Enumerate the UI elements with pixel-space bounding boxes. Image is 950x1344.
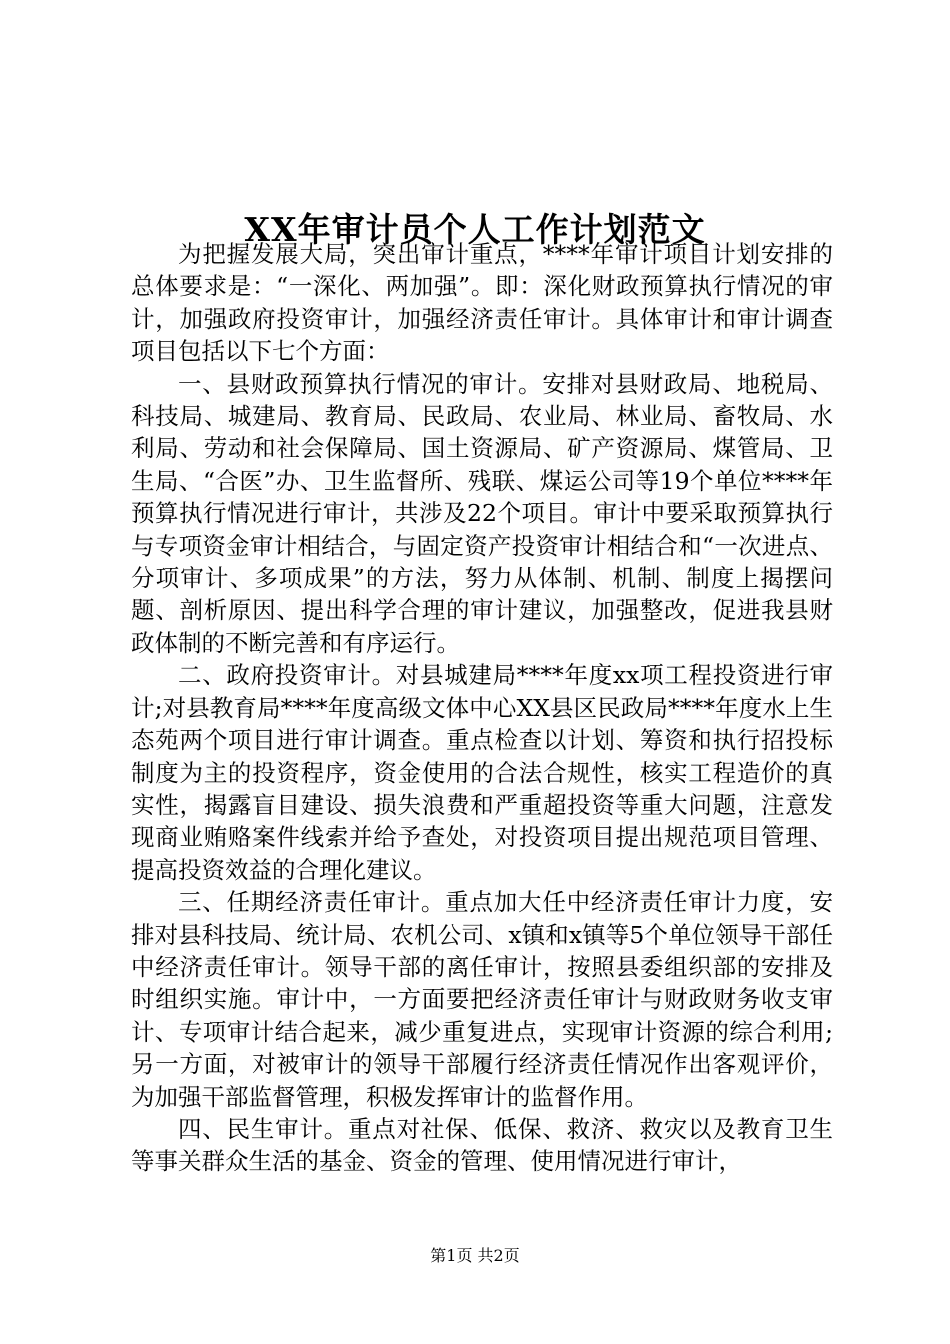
document-title: XX年审计员个人工作计划范文 bbox=[244, 210, 706, 250]
page-footer: 第1页 共2页 bbox=[430, 1246, 520, 1265]
paragraph-section-2: 二、政府投资审计。对县城建局****年度xx项工程投资进行审计;对县教育局****年度高级文体中心XX县区民政局****年度水上生态苑两个项目进行审计调查。重点检查以计划、筹资和执行招投标制度为主的投资程序，资金使用的合法合规性，核实工程造价的真实性，揭露盲目建设、损失浪费和严重超投资等重大问题，注意发现商业贿赂案件线索并给予查处，对投资项目提出规范项目管理、提高投资效益的合理化建议。 bbox=[131, 661, 833, 884]
paragraph-section-1: 一、县财政预算执行情况的审计。安排对县财政局、地税局、科技局、城建局、教育局、民政局、农业局、林业局、畜牧局、水利局、劳动和社会保障局、国土资源局、矿产资源局、煤管局、卫生局、“合医”办、卫生监督所、残联、煤运公司等19个单位****年预算执行情况进行审计，共涉及22个项目。审计中要采取预算执行与专项资金审计相结合，与固定资产投资审计相结合和“一次进点、分项审计、多项成果”的方法，努力从体制、机制、制度上揭摆问题、剖析原因、提出科学合理的审计建议，加强整改，促进我县财政体制的不断完善和有序运行。 bbox=[131, 369, 833, 657]
paragraph-section-3: 三、任期经济责任审计。重点加大任中经济责任审计力度，安排对县科技局、统计局、农机公司、x镇和x镇等5个单位领导干部任中经济责任审计。领导干部的离任审计，按照县委组织部的安排及时组织实施。审计中，一方面要把经济责任审计与财政财务收支审计、专项审计结合起来，减少重复进点，实现审计资源的综合利用;另一方面，对被审计的领导干部履行经济责任情况作出客观评价，为加强干部监督管理，积极发挥审计的监督作用。 bbox=[131, 888, 833, 1111]
paragraph-intro: 为把握发展大局，突出审计重点，****年审计项目计划安排的总体要求是：“一深化、两加强”。即：深化财政预算执行情况的审计，加强政府投资审计，加强经济责任审计。具体审计和审计调查项目包括以下七个方面： bbox=[131, 240, 833, 366]
document-body bbox=[131, 238, 833, 1178]
paragraph-section-4: 四、民生审计。重点对社保、低保、救济、救灾以及教育卫生等事关群众生活的基金、资金的管理、使用情况进行审计， bbox=[131, 1114, 833, 1176]
